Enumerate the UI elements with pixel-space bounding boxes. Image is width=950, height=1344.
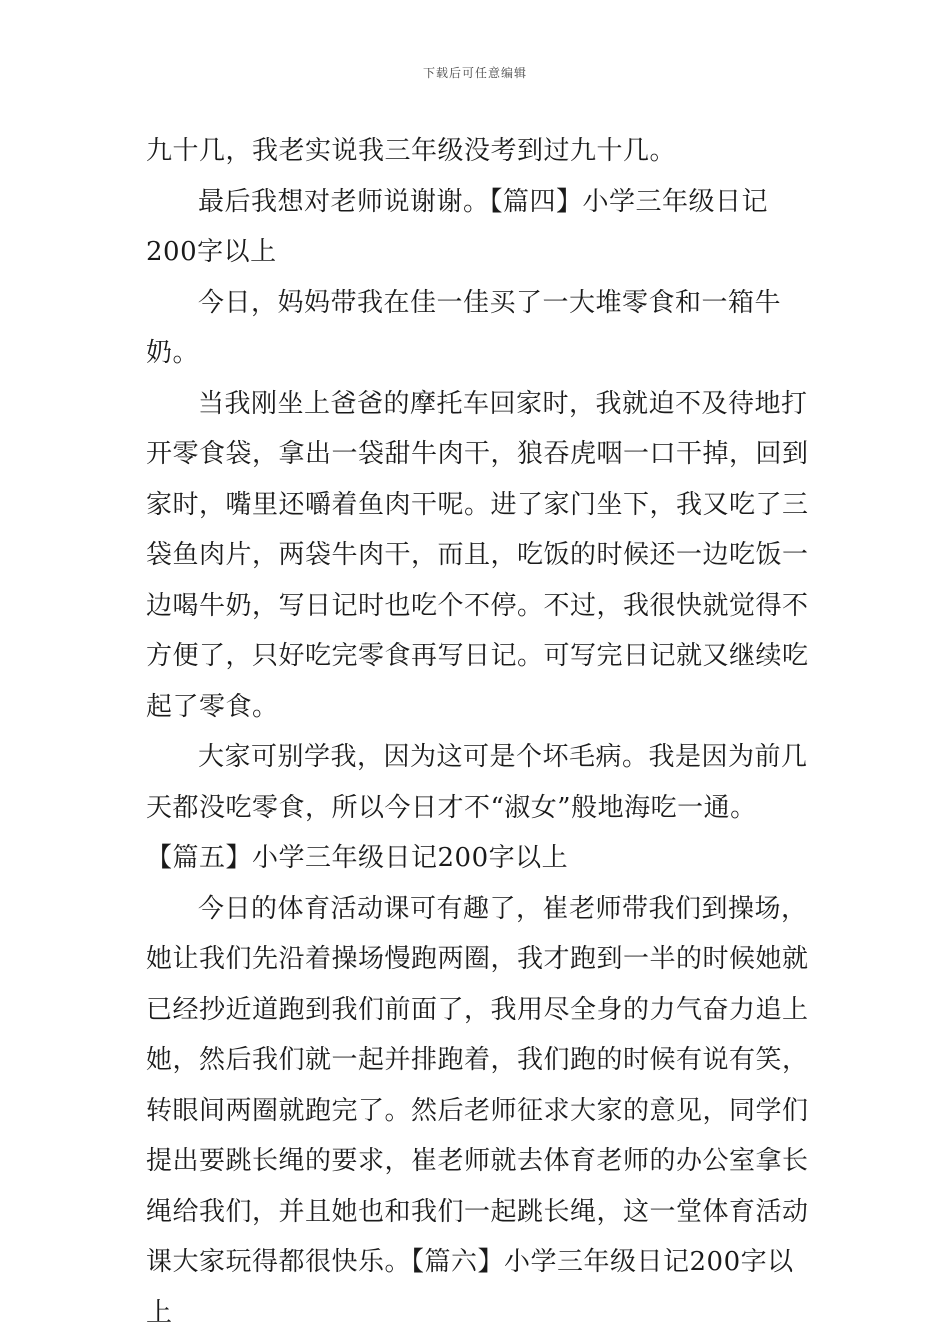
paragraph-shopping: 今日，妈妈带我在佳一佳买了一大堆零食和一箱牛奶。 — [146, 287, 782, 368]
header-note: 下载后可任意编辑 — [422, 66, 527, 80]
body-text — [146, 126, 810, 1338]
paragraph-thanks: 最后我想对老师说谢谢。【篇四】小学三年级日记200字以上 — [146, 186, 769, 267]
paragraph-warning: 大家可别学我，因为这可是个坏毛病。我是因为前几天都没吃零食，所以今日才不“淑女”般地海吃一通。 — [146, 742, 808, 823]
paragraph-pe-class: 今日的体育活动课可有趣了，崔老师带我们到操场，她让我们先沿着操场慢跑两圈，我才跑到一半的时候她就已经抄近道跑到我们前面了，我用尽全身的力气奋力追上她，然后我们就一起并排跑着，我们跑的时候有说有笑，转眼间两圈就跑完了。然后老师征求大家的意见，同学们提出要跳长绳的要求，崔老师就去体育老师的办公室拿长绳给我们，并且她也和我们一起跳长绳，这一堂体育活动课大家玩得都很快乐。【篇六】小学三年级日记200字以上 — [146, 893, 809, 1328]
paragraph-snacks: 当我刚坐上爸爸的摩托车回家时，我就迫不及待地打开零食袋，拿出一袋甜牛肉干，狼吞虎咽一口干掉，回到家时，嘴里还嚼着鱼肉干呢。进了家门坐下，我又吃了三袋鱼肉片，两袋牛肉干，而且，吃饭的时候还一边吃饭一边喝牛奶，写日记时也吃个不停。不过，我很快就觉得不方便了，只好吃完零食再写日记。可写完日记就又继续吃起了零食。 — [146, 388, 809, 722]
paragraph-continuation: 九十几，我老实说我三年级没考到过九十几。 — [146, 136, 677, 166]
section-heading-five: 【篇五】小学三年级日记200字以上 — [146, 843, 569, 873]
